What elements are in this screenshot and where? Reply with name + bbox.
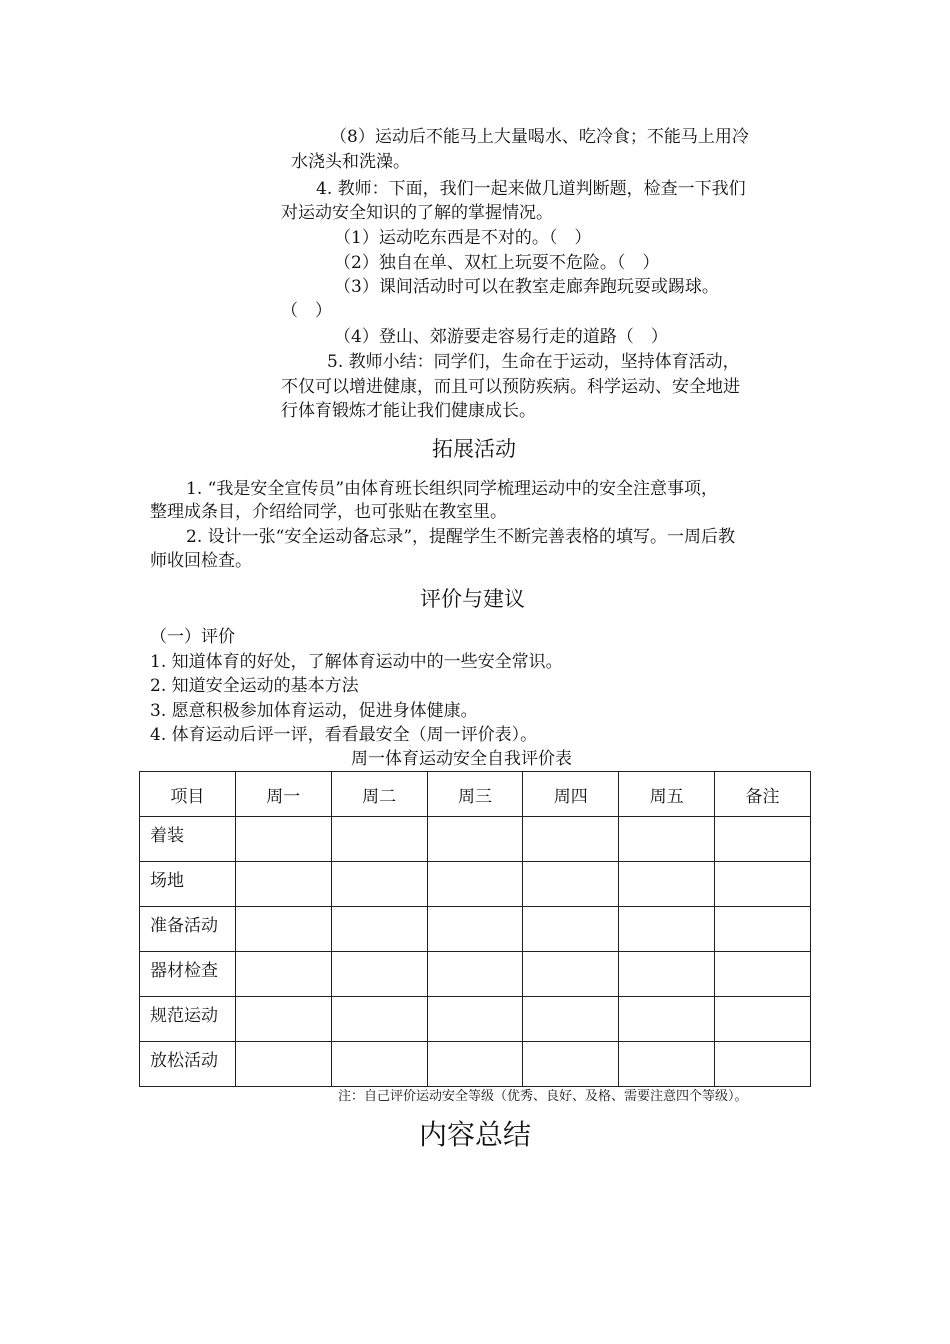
evaluation-heading: 评价与建议 (420, 587, 525, 611)
table-cell (331, 997, 427, 1042)
extension-item-1: 1. “我是安全宣传员”由体育班长组织同学梳理运动中的安全注意事项， (186, 479, 719, 499)
table-cell (427, 817, 523, 862)
summary-heading: 内容总结 (419, 1118, 532, 1151)
text-line: 对运动安全知识的了解的掌握情况。 (281, 203, 553, 223)
table-cell (331, 952, 427, 997)
table-cell (235, 952, 331, 997)
text-line: 4. 教师：下面，我们一起来做几道判断题，检查一下我们 (316, 179, 746, 199)
column-header: 备注 (715, 772, 811, 817)
table-cell (619, 997, 715, 1042)
table-cell (235, 862, 331, 907)
row-label: 着装 (140, 817, 236, 862)
table-cell (619, 952, 715, 997)
row-label: 器材检查 (140, 952, 236, 997)
table-row (140, 907, 811, 952)
table-row (140, 952, 811, 997)
table-cell (523, 817, 619, 862)
table-cell (523, 997, 619, 1042)
table-cell (331, 817, 427, 862)
column-header: 周二 (331, 772, 427, 817)
table-cell (427, 997, 523, 1042)
table-cell (715, 817, 811, 862)
text-line: 不仅可以增进健康，而且可以预防疾病。科学运动、安全地进 (281, 377, 740, 397)
extension-item-1-cont: 整理成条目，介绍给同学，也可张贴在教室里。 (150, 502, 507, 522)
table-row (140, 817, 811, 862)
table-cell (715, 1042, 811, 1087)
table-cell (715, 997, 811, 1042)
table-title: 周一体育运动安全自我评价表 (351, 749, 572, 769)
evaluation-table (139, 771, 811, 1087)
text-line: （8）运动后不能马上大量喝水、吃冷食；不能马上用冷 (330, 127, 749, 147)
table-cell (523, 862, 619, 907)
question-4: （4）登山、郊游要走容易行走的道路（ ） (334, 327, 668, 347)
table-cell (331, 1042, 427, 1087)
table-cell (235, 907, 331, 952)
evaluation-item-2: 2. 知道安全运动的基本方法 (150, 676, 359, 696)
table-cell (523, 952, 619, 997)
table-cell (331, 907, 427, 952)
evaluation-item-3: 3. 愿意积极参加体育运动，促进身体健康。 (150, 701, 478, 721)
evaluation-subheading: （一）评价 (150, 627, 235, 647)
table-cell (427, 907, 523, 952)
table-cell (427, 862, 523, 907)
column-header: 周五 (619, 772, 715, 817)
table-cell (715, 952, 811, 997)
table-note: 注：自己评价运动安全等级（优秀、良好、及格、需要注意四个等级）。 (338, 1089, 748, 1104)
extension-item-2-cont: 师收回检查。 (150, 551, 252, 571)
text-line: 行体育锻炼才能让我们健康成长。 (281, 401, 536, 421)
table-cell (235, 1042, 331, 1087)
table-cell (331, 862, 427, 907)
column-header: 周三 (427, 772, 523, 817)
extension-heading: 拓展活动 (432, 437, 516, 461)
column-header: 周一 (235, 772, 331, 817)
table-cell (715, 907, 811, 952)
table-row (140, 862, 811, 907)
table-cell (619, 907, 715, 952)
question-1: （1）运动吃东西是不对的。（ ） (334, 228, 592, 248)
evaluation-item-1: 1. 知道体育的好处，了解体育运动中的一些安全常识。 (150, 652, 563, 672)
table-cell (235, 997, 331, 1042)
table-cell (523, 1042, 619, 1087)
row-label: 准备活动 (140, 907, 236, 952)
table-row (140, 1042, 811, 1087)
column-header: 项目 (140, 772, 236, 817)
question-3-bracket: （ ） (281, 301, 332, 321)
table-cell (619, 817, 715, 862)
table-cell (715, 862, 811, 907)
table-cell (427, 952, 523, 997)
table-cell (427, 1042, 523, 1087)
table-cell (523, 907, 619, 952)
question-3: （3）课间活动时可以在教室走廊奔跑玩耍或踢球。 (334, 277, 719, 297)
evaluation-item-4: 4. 体育运动后评一评，看看最安全（周一评价表）。 (150, 725, 538, 745)
table-row (140, 997, 811, 1042)
row-label: 场地 (140, 862, 236, 907)
column-header: 周四 (523, 772, 619, 817)
table-cell (619, 1042, 715, 1087)
row-label: 规范运动 (140, 997, 236, 1042)
table-header-row (140, 772, 811, 817)
text-line: 5. 教师小结：同学们，生命在于运动，坚持体育活动， (327, 352, 740, 372)
question-2: （2）独自在单、双杠上玩耍不危险。（ ） (334, 253, 660, 273)
row-label: 放松活动 (140, 1042, 236, 1087)
table-cell (235, 817, 331, 862)
text-line: 水浇头和洗澡。 (291, 152, 410, 172)
extension-item-2: 2. 设计一张“安全运动备忘录”，提醒学生不断完善表格的填写。一周后教 (186, 527, 736, 547)
table-cell (619, 862, 715, 907)
